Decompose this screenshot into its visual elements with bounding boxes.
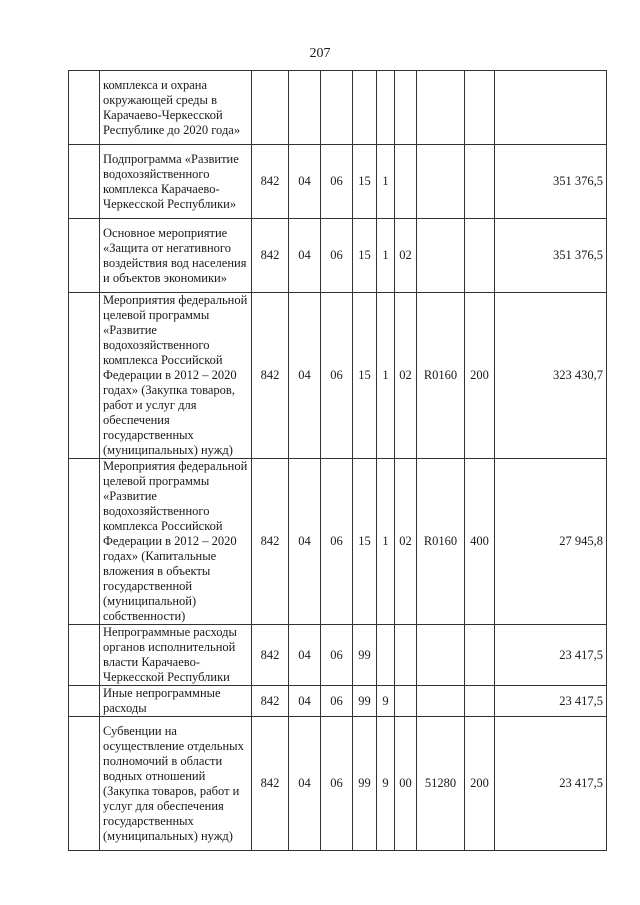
subprogram-code-cell: 1 bbox=[377, 459, 395, 625]
section-code-cell: 04 bbox=[289, 717, 321, 851]
subsection-code-cell: 06 bbox=[321, 686, 353, 717]
direction-code-cell: 51280 bbox=[417, 717, 465, 851]
table-row bbox=[69, 219, 607, 293]
direction-code-cell: R0160 bbox=[417, 293, 465, 459]
program-code-cell: 15 bbox=[353, 145, 377, 219]
subprogram-code-cell: 9 bbox=[377, 686, 395, 717]
subprogram-code-cell bbox=[377, 71, 395, 145]
empty-cell bbox=[69, 459, 100, 625]
subprogram-code-cell bbox=[377, 625, 395, 686]
empty-cell bbox=[69, 71, 100, 145]
amount-cell: 351 376,5 bbox=[495, 219, 607, 293]
program-code-cell: 99 bbox=[353, 625, 377, 686]
empty-cell bbox=[69, 717, 100, 851]
subsection-code-cell: 06 bbox=[321, 145, 353, 219]
table-row bbox=[69, 145, 607, 219]
item-name-cell: Мероприятия федеральной целевой программы «Развитие водохозяйственного комплекса Российской Федерации в 2012 – 2020 годах» (Капитальные вложения в объекты государственной (муниципальной) собственности) bbox=[100, 459, 252, 625]
ministry-code-cell: 842 bbox=[252, 459, 289, 625]
activity-code-cell bbox=[395, 145, 417, 219]
section-code-cell: 04 bbox=[289, 686, 321, 717]
amount-cell: 323 430,7 bbox=[495, 293, 607, 459]
section-code-cell: 04 bbox=[289, 625, 321, 686]
subprogram-code-cell: 9 bbox=[377, 717, 395, 851]
direction-code-cell bbox=[417, 219, 465, 293]
table-row bbox=[69, 71, 607, 145]
program-code-cell: 15 bbox=[353, 459, 377, 625]
table-row bbox=[69, 686, 607, 717]
item-name-cell: Непрограммные расходы органов исполнительной власти Карачаево-Черкесской Республики bbox=[100, 625, 252, 686]
table-row bbox=[69, 459, 607, 625]
amount-cell: 351 376,5 bbox=[495, 145, 607, 219]
table-row bbox=[69, 625, 607, 686]
expense-type-cell: 200 bbox=[465, 717, 495, 851]
subsection-code-cell: 06 bbox=[321, 625, 353, 686]
amount-cell: 23 417,5 bbox=[495, 625, 607, 686]
program-code-cell: 99 bbox=[353, 686, 377, 717]
activity-code-cell bbox=[395, 71, 417, 145]
activity-code-cell bbox=[395, 686, 417, 717]
subsection-code-cell: 06 bbox=[321, 219, 353, 293]
direction-code-cell bbox=[417, 71, 465, 145]
expense-type-cell bbox=[465, 686, 495, 717]
item-name-cell: Подпрограмма «Развитие водохозяйственного комплекса Карачаево-Черкесской Республики» bbox=[100, 145, 252, 219]
amount-cell: 27 945,8 bbox=[495, 459, 607, 625]
ministry-code-cell: 842 bbox=[252, 145, 289, 219]
section-code-cell: 04 bbox=[289, 293, 321, 459]
ministry-code-cell: 842 bbox=[252, 219, 289, 293]
subprogram-code-cell: 1 bbox=[377, 293, 395, 459]
activity-code-cell: 02 bbox=[395, 293, 417, 459]
activity-code-cell: 00 bbox=[395, 717, 417, 851]
table-row bbox=[69, 293, 607, 459]
subprogram-code-cell: 1 bbox=[377, 145, 395, 219]
subprogram-code-cell: 1 bbox=[377, 219, 395, 293]
subsection-code-cell: 06 bbox=[321, 293, 353, 459]
activity-code-cell bbox=[395, 625, 417, 686]
program-code-cell: 99 bbox=[353, 717, 377, 851]
item-name-cell: Основное мероприятие «Защита от негативного воздействия вод населения и объектов экономики» bbox=[100, 219, 252, 293]
program-code-cell: 15 bbox=[353, 219, 377, 293]
amount-cell: 23 417,5 bbox=[495, 686, 607, 717]
budget-table bbox=[68, 70, 607, 851]
activity-code-cell: 02 bbox=[395, 459, 417, 625]
ministry-code-cell: 842 bbox=[252, 293, 289, 459]
item-name-cell: комплекса и охрана окружающей среды в Карачаево-Черкесской Республике до 2020 года» bbox=[100, 71, 252, 145]
direction-code-cell bbox=[417, 625, 465, 686]
amount-cell: 23 417,5 bbox=[495, 717, 607, 851]
amount-cell bbox=[495, 71, 607, 145]
ministry-code-cell bbox=[252, 71, 289, 145]
expense-type-cell bbox=[465, 145, 495, 219]
program-code-cell: 15 bbox=[353, 293, 377, 459]
subsection-code-cell bbox=[321, 71, 353, 145]
section-code-cell: 04 bbox=[289, 145, 321, 219]
section-code-cell: 04 bbox=[289, 219, 321, 293]
direction-code-cell bbox=[417, 145, 465, 219]
ministry-code-cell: 842 bbox=[252, 717, 289, 851]
item-name-cell: Иные непрограммные расходы bbox=[100, 686, 252, 717]
item-name-cell: Субвенции на осуществление отдельных полномочий в области водных отношений (Закупка товаров, работ и услуг для обеспечения государственных (муниципальных) нужд) bbox=[100, 717, 252, 851]
expense-type-cell bbox=[465, 71, 495, 145]
page-number: 207 bbox=[309, 46, 331, 61]
section-code-cell: 04 bbox=[289, 459, 321, 625]
ministry-code-cell: 842 bbox=[252, 625, 289, 686]
empty-cell bbox=[69, 145, 100, 219]
expense-type-cell: 200 bbox=[465, 293, 495, 459]
empty-cell bbox=[69, 625, 100, 686]
subsection-code-cell: 06 bbox=[321, 717, 353, 851]
empty-cell bbox=[69, 686, 100, 717]
empty-cell bbox=[69, 219, 100, 293]
expense-type-cell: 400 bbox=[465, 459, 495, 625]
table-row bbox=[69, 717, 607, 851]
section-code-cell bbox=[289, 71, 321, 145]
empty-cell bbox=[69, 293, 100, 459]
expense-type-cell bbox=[465, 625, 495, 686]
direction-code-cell bbox=[417, 686, 465, 717]
ministry-code-cell: 842 bbox=[252, 686, 289, 717]
activity-code-cell: 02 bbox=[395, 219, 417, 293]
subsection-code-cell: 06 bbox=[321, 459, 353, 625]
item-name-cell: Мероприятия федеральной целевой программы «Развитие водохозяйственного комплекса Российской Федерации в 2012 – 2020 годах» (Закупка товаров, работ и услуг для обеспечения государственных (муниципальных) нужд) bbox=[100, 293, 252, 459]
program-code-cell bbox=[353, 71, 377, 145]
expense-type-cell bbox=[465, 219, 495, 293]
direction-code-cell: R0160 bbox=[417, 459, 465, 625]
